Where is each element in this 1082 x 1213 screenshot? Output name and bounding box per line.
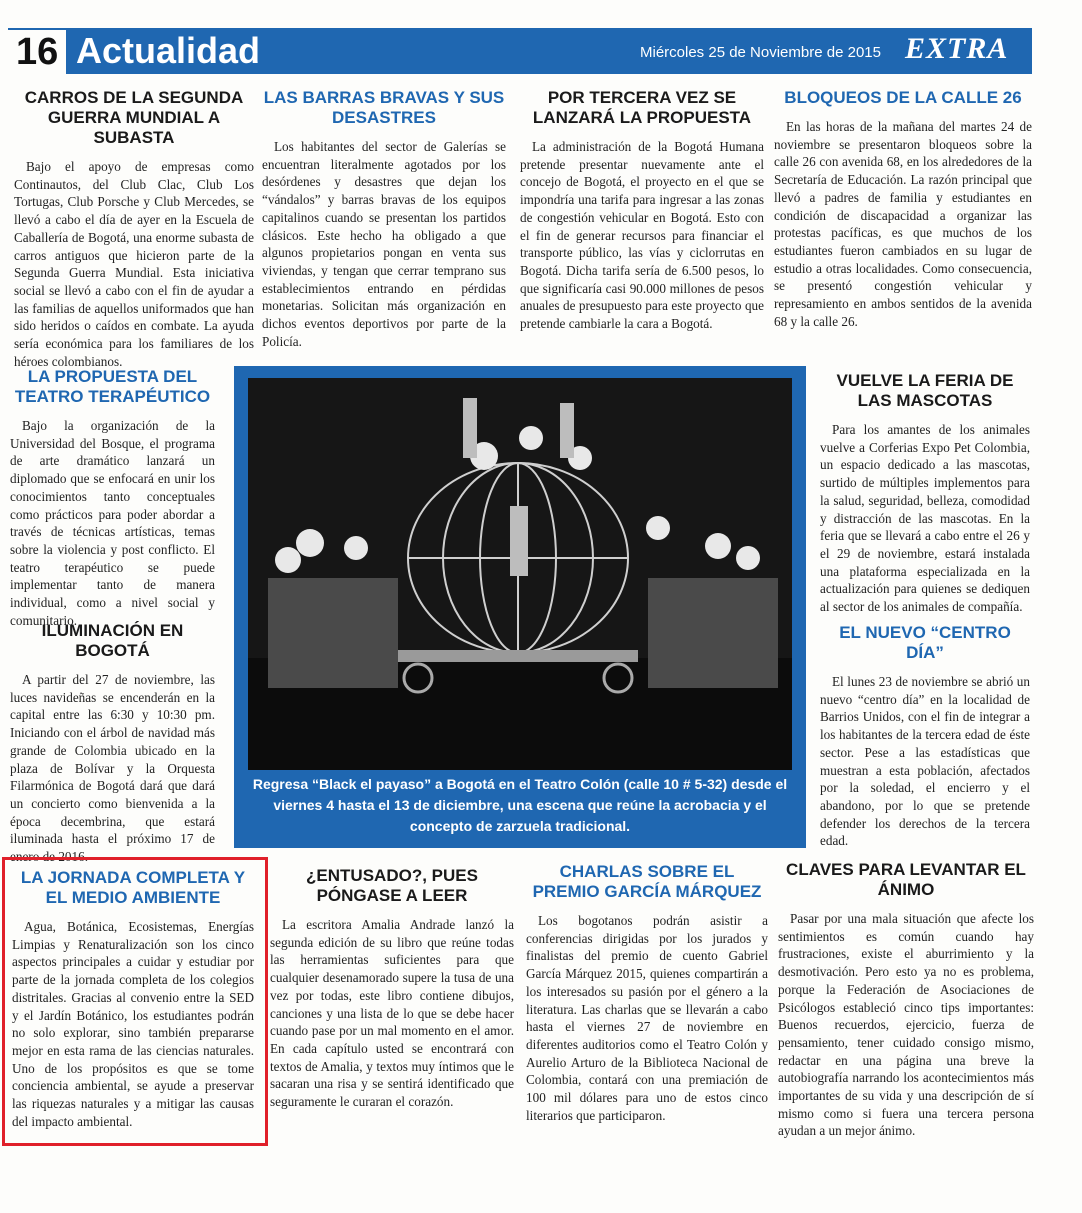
article-iluminacion	[10, 621, 215, 866]
article-body: Para los amantes de los animales vuelve a Corferias Expo Pet Colombia, un espacio dedicado a las mascotas, surtido de múltiples implementos para la salud, seguridad, belleza, comodidad y distracción de las mascotas. En la feria que se llevará a cabo entre el 26 y el 29 de noviembre, estará instalada una plataforma especializada en la actualización para quienes se dediquen al sector de los animales de compañía.	[820, 422, 1030, 615]
article-mascotas	[820, 371, 1030, 616]
article-body: La administración de la Bogotá Humana pretende presentar nuevamente ante el concejo de Bogotá, el proyecto en el que se impondría una tarifa para ingresar a las zonas de congestión vehicular en Bogotá. Esto con el fin de generar recursos para financiar el transporte público, las vías y ciclorrutas en Bogotá. Dicha tarifa sería de 6.500 pesos, lo que significaría casi 90.000 millones de pesos anuales de presupuesto para este proyecto que pretende cambiarle la cara a Bogotá.	[520, 139, 764, 332]
newspaper-logo: EXTRA	[905, 32, 1009, 65]
article-title: CARROS DE LA SEGUNDA GUERRA MUNDIAL A SUBASTA	[24, 88, 244, 147]
article-title: LAS BARRAS BRAVAS Y SUS DESASTRES	[263, 88, 505, 127]
article-charlas	[526, 862, 768, 1124]
photo-box	[234, 366, 806, 848]
article-bloqueos	[774, 88, 1032, 330]
article-barras	[262, 88, 506, 350]
article-title: BLOQUEOS DE LA CALLE 26	[784, 88, 1022, 107]
article-title: EL NUEVO “CENTRO DÍA”	[839, 623, 1011, 662]
article-body: La escritora Amalia Andrade lanzó la segunda edición de su libro que reúne todas las herramientas suficientes para que cualquier desenamorado supere la tusa de una vez por todas, este libro contiene dibujos, canciones y una lista de lo que se debe hacer cuando pase por un mal momento en el amor. En cada capítulo usted se encontrará con textos de Amalia, y textos muy íntimos que le sacaran una risa y se sentirá identificado que seguramente le curaran el corazón.	[270, 917, 514, 1110]
article-centro	[820, 623, 1030, 850]
article-body: Bajo la organización de la Universidad del Bosque, el programa de arte dramático lanzará un diplomado que se enfocará en unir los conocimientos tanto conceptuales como prácticos para poder abordar a través de técnicas artísticas, temas sobre la violencia y post conflicto. El teatro terapéutico se puede implementar tanto de manera individual, como a nivel social y comunitario.	[10, 418, 215, 628]
article-body: A partir del 27 de noviembre, las luces navideñas se encenderán en la capital entre las 6:30 y 10:30 pm. Iniciando con el árbol de navidad más grande de Colombia ubicado en la plaza de Bolívar y la Orquesta Filarmónica de Bogotá dará que dará un concierto como bienvenida a la época decembrina, que estará iluminada hasta el próximo 17 de enero de 2016.	[10, 672, 215, 865]
issue-date: Miércoles 25 de Noviembre de 2015	[640, 44, 881, 61]
article-entusado	[270, 866, 514, 1111]
article-teatro	[10, 367, 215, 629]
article-jornada	[12, 868, 254, 1130]
article-title: CLAVES PARA LEVANTAR EL ÁNIMO	[786, 860, 1026, 899]
article-title: LA JORNADA COMPLETA Y EL MEDIO AMBIENTE	[20, 868, 246, 907]
article-body: El lunes 23 de noviembre se abrió un nuevo “centro día” en la localidad de Barrios Unidos, con el fin de integrar a los habitantes de la tercera edad de éste sector. Pese a las estadísticas que muestran a esta población, afectados por la soledad, el encierro y el abandono, por lo que se pretende defender los derechos de la tercera edad.	[820, 674, 1030, 849]
article-title: VUELVE LA FERIA DE LAS MASCOTAS	[836, 371, 1014, 410]
photo-caption: Regresa “Black el payaso” a Bogotá en el Teatro Colón (calle 10 # 5-32) desde el viernes 4 hasta el 13 de diciembre, una escena que reúne la acrobacia y el concepto de zarzuela tradicional.	[252, 776, 788, 834]
article-title: CHARLAS SOBRE EL PREMIO GARCÍA MÁRQUEZ	[532, 862, 762, 901]
article-title: ¿ENTUSADO?, PUES PÓNGASE A LEER	[306, 866, 478, 905]
article-body: Pasar por una mala situación que afecte los sentimientos es común cuando hay frustraciones, existe el aburrimiento y la desmotivación. Pero esto ya no es problema, porque la Federación de Asociaciones de Psicólogos estableció cinco tips importantes: Buenos recuerdos, ejercicio, fuerza de pensamiento, tener cuidado consigo mismo, redactar en una página una breve la autobiografía narrando los acontecimientos más importantes de su vida y una descripción de sí mismo como si fuera una tercera persona ayudan a un mejor ánimo.	[778, 911, 1034, 1139]
article-title: ILUMINACIÓN EN BOGOTÁ	[41, 621, 184, 660]
article-body: Los bogotanos podrán asistir a conferencias dirigidas por los jurados y finalistas del premio de cuento Gabriel García Márquez 2015, quienes compartirán a los interesados su pasión por el género a la literatura. Las charlas que se llevarán a cabo hasta el viernes 27 de noviembre en diferentes auditorios como el Teatro Colón y Aurelio Arturo de la Biblioteca Nacional de Colombia, contará con una premiación de 100 mil dólares para uno de estos cinco literarios que participaron.	[526, 913, 768, 1123]
article-title: LA PROPUESTA DEL TEATRO TERAPÉUTICO	[14, 367, 211, 406]
article-body: Bajo el apoyo de empresas como Continautos, del Club Clac, Club Los Tortugas, Club Porsche y Club Mercedes, se llevó a cabo el día de ayer en la Escuela de Caballería de Bogotá, una enorme subasta de carros antiguos que hicieron parte de la Segunda Guerra Mundial. Esta iniciativa social se llevó a cabo con el fin de ayudar a las familias de aquellos uniformados que han sido heridos o caídos en combate. La ayuda sería económica para los familiares de los héroes colombianos.	[14, 159, 254, 369]
section-title: Actualidad	[76, 30, 261, 71]
circus-photo	[248, 378, 792, 770]
article-title: POR TERCERA VEZ SE LANZARÁ LA PROPUESTA	[532, 88, 752, 127]
article-body: Agua, Botánica, Ecosistemas, Energías Limpias y Renaturalización son los cinco aspectos principales a cuidar y estudiar por parte de la jornada completa de los colegios distritales. Gracias al convenio entre la SED y el Jardín Botánico, los estudiantes podrán no solo explorar, sino también prepararse mejor en esta rama de las ciencias naturales. Uno de los propósitos es que se tome conciencia ambiental, se ayude a preservar las riquezas naturales y a mitigar las causas del impacto ambiental.	[12, 919, 254, 1129]
article-claves	[778, 860, 1034, 1140]
article-body: Los habitantes del sector de Galerías se encuentran literalmente agotados por los desórdenes y desastres que dejan los “vándalos” y barras bravas de los equipos capitalinos cuando se presentan los partidos clásicos. Este hecho ha obligado a que algunos propietarios pongan en venta sus viviendas, y tengan que cerrar temprano sus establecimientos entrando en pérdidas monetarias. Solicitan más organización en dichos eventos deportivos por parte de la Policía.	[262, 139, 506, 349]
circus-stage-illustration	[248, 378, 792, 770]
article-body: En las horas de la mañana del martes 24 de noviembre se presentaron bloqueos sobre la calle 26 con avenida 68, en los alrededores de la Secretaría de Educación. La razón principal que llevó a padres de familia y estudiantes en condición de discapacidad a organizar las protestas pacíficas, es que muchos de los estudiantes fueron cambiados en su lugar de estudio a otras localidades. Como consecuencia, se presentó congestión vehicular y represamiento en ambos sentidos de la avenida 68 y la calle 26.	[774, 119, 1032, 329]
page-number: 16	[8, 30, 66, 74]
article-carros	[14, 88, 254, 370]
article-propuesta	[520, 88, 764, 333]
